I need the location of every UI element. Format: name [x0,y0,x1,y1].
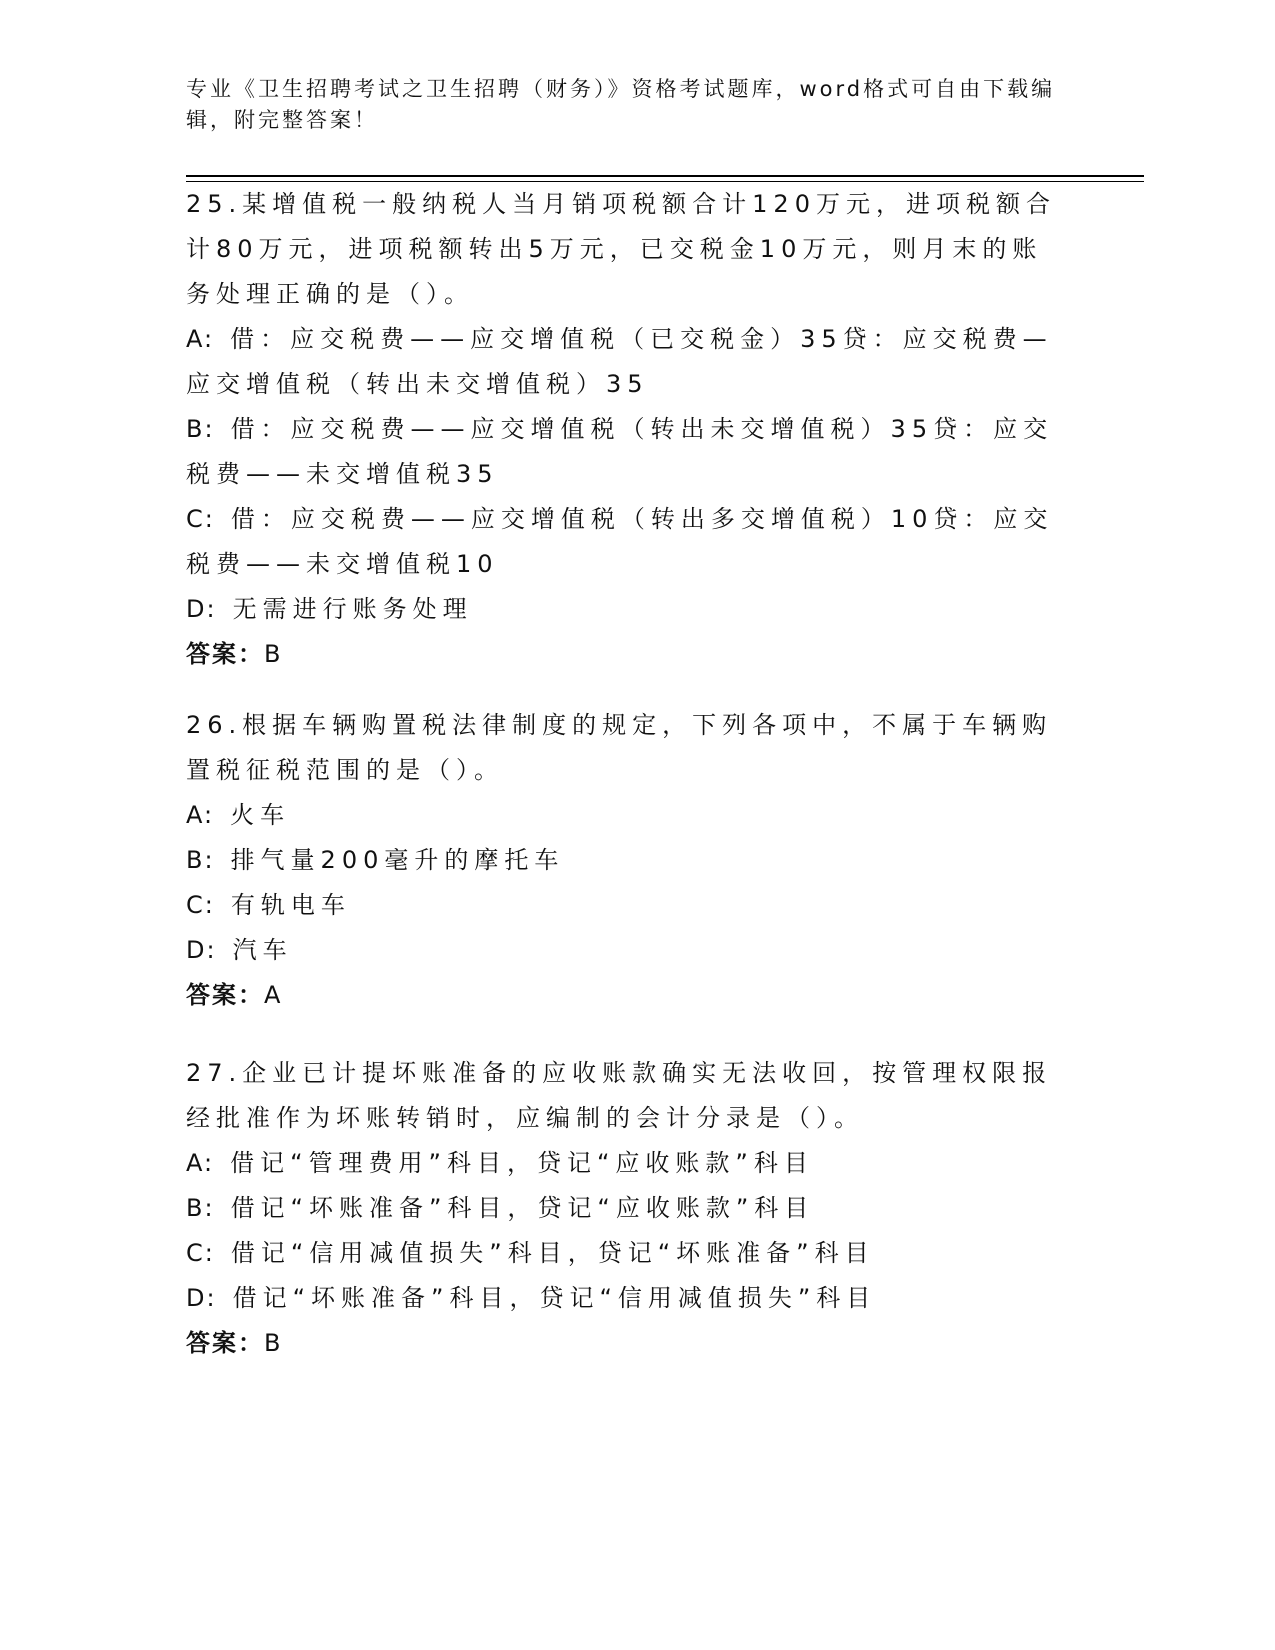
answer-label: 答案： [186,640,264,668]
option-text: 借记“坏账准备”科目，贷记“信用减值损失”科目 [232,1284,877,1312]
option-c [186,883,1066,928]
option-d [186,1276,1066,1321]
option-text: 借记“坏账准备”科目，贷记“应收账款”科目 [230,1194,815,1222]
option-c [186,497,1066,587]
option-key: B: [186,846,215,874]
question-27 [186,1051,1066,1366]
option-text: 借：应交税费——应交增值税（转出未交增值税）35贷：应交税费——未交增值税35 [186,415,1054,488]
option-d [186,587,1066,632]
option-key: D: [186,936,217,964]
option-key: A: [186,801,215,829]
option-key: D: [186,1284,217,1312]
option-text: 借记“管理费用”科目，贷记“应收账款”科目 [230,1149,814,1177]
question-25 [186,182,1066,677]
answer-label: 答案： [186,1329,264,1357]
option-b [186,838,1066,883]
option-text: 有轨电车 [230,891,351,919]
answer-label: 答案： [186,981,264,1009]
header-divider-thick [186,175,1144,177]
option-a [186,317,1066,407]
option-key: C: [186,505,215,533]
answer-value: A [264,981,283,1009]
option-c [186,1231,1066,1276]
option-a [186,793,1066,838]
option-key: C: [186,891,215,919]
answer-value: B [264,640,283,668]
option-b [186,1186,1066,1231]
option-text: 无需进行账务处理 [232,595,473,623]
question-stem: 25.某增值税一般纳税人当月销项税额合计120万元，进项税额合计80万元，进项税额转出5万元，已交税金10万元，则月末的账务处理正确的是（）。 [186,190,1056,308]
option-b [186,407,1066,497]
option-text: 排气量200毫升的摩托车 [230,846,565,874]
answer-line [186,973,1066,1018]
option-a [186,1141,1066,1186]
option-key: C: [186,1239,215,1267]
answer-line [186,632,1066,677]
answer-value: B [264,1329,283,1357]
option-key: A: [186,1149,215,1177]
option-text: 汽车 [232,936,293,964]
option-text: 借：应交税费——应交增值税（已交税金）35贷：应交税费—应交增值税（转出未交增值税）35 [186,325,1053,398]
option-d [186,928,1066,973]
document-header: 专业《卫生招聘考试之卫生招聘（财务）》资格考试题库，word格式可自由下载编辑，附完整答案！ [186,77,1056,132]
option-key: B: [186,415,215,443]
question-stem: 26.根据车辆购置税法律制度的规定，下列各项中，不属于车辆购置税征税范围的是（）。 [186,711,1053,784]
option-key: D: [186,595,217,623]
answer-line [186,1321,1066,1366]
question-26 [186,703,1066,1018]
option-key: B: [186,1194,215,1222]
option-text: 火车 [230,801,291,829]
option-key: A: [186,325,215,353]
option-text: 借：应交税费——应交增值税（转出多交增值税）10贷：应交税费——未交增值税10 [186,505,1054,578]
question-stem: 27.企业已计提坏账准备的应收账款确实无法收回，按管理权限报经批准作为坏账转销时，应编制的会计分录是（）。 [186,1059,1053,1132]
option-text: 借记“信用减值损失”科目，贷记“坏账准备”科目 [230,1239,875,1267]
